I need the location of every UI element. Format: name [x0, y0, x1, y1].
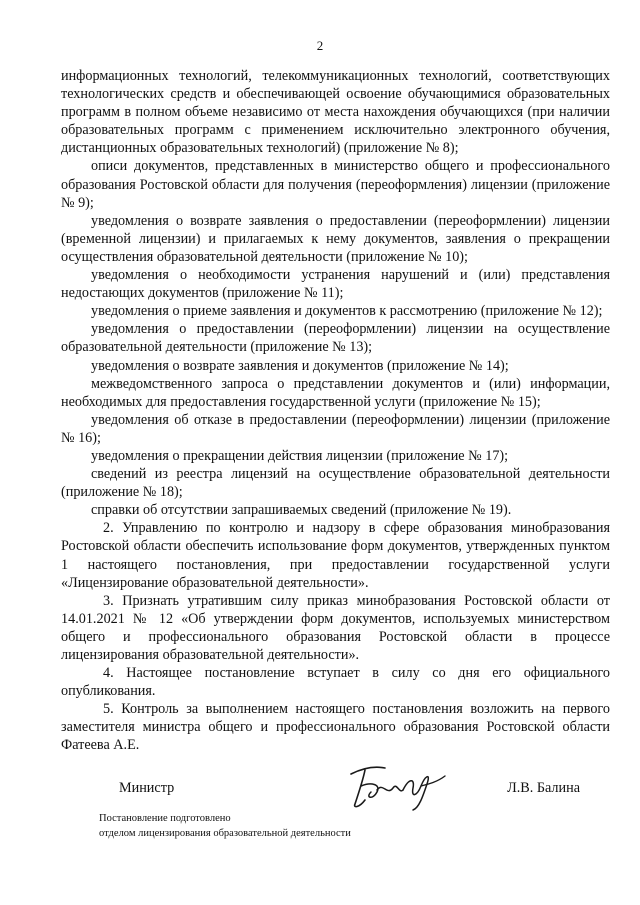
signature-block — [61, 772, 610, 812]
list-item: сведений из реестра лицензий на осуществление образовательной деятельности (приложение № 18); — [61, 466, 610, 501]
numbered-clause: 2. Управлению по контролю и надзору в сфере образования минобразования Ростовской области обеспечить использование форм документов, утвержденных пунктом 1 настоящего постановления, при предоставлении государственной услуги «Лицензирование образовательной деятельности». — [61, 520, 610, 591]
list-item: уведомления о возврате заявления о предоставлении (переоформлении) лицензии (временной лицензии) и прилагаемых к нему документов, заявления о прекращении осуществления образовательной деятельности (приложение № 10); — [61, 212, 610, 265]
numbered-clause: 4. Настоящее постановление вступает в силу со дня его официального опубликования. — [61, 665, 610, 700]
list-item: уведомления об отказе в предоставлении (переоформлении) лицензии (приложение № 16); — [61, 411, 610, 446]
list-item: справки об отсутствии запрашиваемых сведений (приложение № 19). — [91, 502, 512, 519]
continuation-paragraph: информационных технологий, телекоммуникационных технологий, соответствующих технологических средств и обеспечивающей освоение обучающимися образовательных программ в полном объеме независимо от места нахождения обучающихся (при наличии образовательных программ с применением исключительно электронного обучения, дистанционных образовательных технологий) (приложение № 8); — [61, 68, 610, 157]
list-item: уведомления о прекращении действия лицензии (приложение № 17); — [91, 447, 509, 464]
list-item: описи документов, представленных в министерство общего и профессионального образования Ростовской области для получения (переоформления) лицензии (приложение № 9); — [61, 158, 610, 211]
list-item: межведомственного запроса о представлении документов и (или) информации, необходимых для предоставления государственной услуги (приложение № 15); — [61, 375, 610, 410]
signatory-name: Л.В. Балина — [507, 780, 580, 796]
list-item: уведомления о приеме заявления и документов к рассмотрению (приложение № 12); — [91, 303, 603, 320]
signatory-title: Министр — [119, 780, 175, 796]
list-item: уведомления о возврате заявления и документов (приложение № 14); — [91, 357, 509, 374]
list-item: уведомления о предоставлении (переоформлении) лицензии на осуществление образовательной деятельности (приложение № 13); — [61, 321, 610, 356]
numbered-clause: 5. Контроль за выполнением настоящего постановления возложить на первого заместителя министра общего и профессионального образования Ростовской области Фатеева А.Е. — [61, 701, 610, 754]
handwritten-signature — [341, 756, 451, 812]
prepared-by-department: отделом лицензирования образовательной деятельности — [99, 828, 351, 839]
prepared-by-note — [99, 811, 351, 841]
list-item: уведомления о необходимости устранения нарушений и (или) представления недостающих документов (приложение № 11); — [61, 267, 610, 302]
prepared-by-line: Постановление подготовлено — [99, 813, 231, 824]
document-body — [61, 67, 610, 755]
page-number: 2 — [316, 38, 324, 53]
numbered-clause: 3. Признать утратившим силу приказ минобразования Ростовской области от 14.01.2021 № 12 «Об утверждении форм документов, используемых министерством общего и профессионального образования Ростовской области в процессе лицензирования образовательной деятельности». — [61, 592, 610, 663]
